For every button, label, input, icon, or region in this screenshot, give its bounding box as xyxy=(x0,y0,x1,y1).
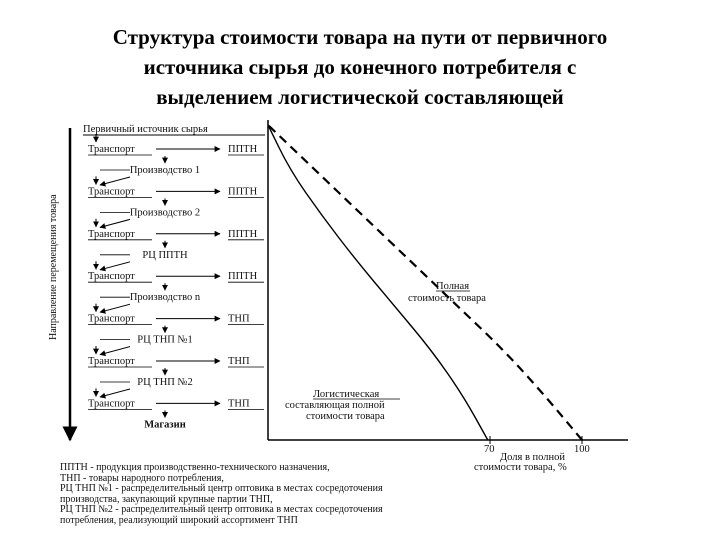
transport-label: Транспорт xyxy=(88,313,135,325)
abbreviations-legend xyxy=(60,463,580,526)
transport-label: Транспорт xyxy=(88,271,135,283)
legend-line-4: производства, закупающий крупные партии ТНП, xyxy=(60,493,273,505)
stage-node-label: РЦ ППТН xyxy=(142,249,188,261)
transport-label: Транспорт xyxy=(88,186,135,198)
legend-line-5: РЦ ТНП №2 - распределительный центр оптовика в местах сосредоточения xyxy=(60,504,383,515)
legend-line-2: ТНП - товары народного потребления, xyxy=(60,472,224,484)
stage-node-label: Производство 1 xyxy=(129,165,201,176)
flow-arrow-back xyxy=(100,219,130,227)
product-type-label: ППТН xyxy=(228,186,258,198)
logistics-label-2: составляющая полной xyxy=(285,400,385,411)
flow-arrow-back xyxy=(100,262,130,270)
logistics-label-3: стоимости товара xyxy=(306,411,385,422)
title-line-2: источника сырья до конечного потребителя с xyxy=(143,55,577,79)
flow-arrow-back xyxy=(100,304,130,312)
transport-label: Транспорт xyxy=(88,356,135,367)
flow-stages xyxy=(88,134,264,430)
flow-top-label: Первичный источник сырья xyxy=(83,124,208,135)
flow-arrow-back xyxy=(100,347,130,355)
transport-label: Транспорт xyxy=(88,144,135,155)
product-type-label: ТНП xyxy=(228,356,250,367)
stage-node-label: РЦ ТНП №2 xyxy=(137,377,193,388)
legend-line-1: ППТН - продукция производственно-технического назначения, xyxy=(60,462,330,473)
transport-label: Транспорт xyxy=(88,398,135,410)
product-type-label: ТНП xyxy=(228,398,250,410)
product-type-label: ППТН xyxy=(228,228,258,240)
product-type-label: ТНП xyxy=(228,313,250,325)
title-line-1: Структура стоимости товара на пути от первичного xyxy=(112,25,608,49)
product-type-label: ППТН xyxy=(228,144,258,155)
tick-70-label: 70 xyxy=(484,444,495,455)
flow-arrow-back xyxy=(100,177,130,185)
stage-node-label: Производство n xyxy=(129,292,201,304)
x-axis-label-2: стоимости товара, % xyxy=(474,462,567,473)
direction-label: Направление перемещения товара xyxy=(48,194,59,340)
total-cost-label-1: Полная xyxy=(436,281,470,292)
logistics-label-1: Логистическая xyxy=(313,389,380,400)
x-axis-label-1: Доля в полной xyxy=(500,452,566,463)
stage-node-label: Магазин xyxy=(144,419,186,431)
total-cost-label-2: стоимость товара xyxy=(408,293,486,304)
flow-arrow-back xyxy=(100,389,130,397)
legend-line-6: потребления, реализующий широкий ассортимент ТНП xyxy=(60,514,298,526)
stage-node-label: Производство 2 xyxy=(129,207,201,219)
stage-node-label: РЦ ТНП №1 xyxy=(137,334,193,346)
product-type-label: ППТН xyxy=(228,271,258,283)
tick-100-label: 100 xyxy=(574,444,590,455)
title-line-3: выделением логистической составляющей xyxy=(156,85,564,109)
legend-line-3: РЦ ТНП №1 - распределительный центр оптовика в местах сосредоточения xyxy=(60,483,383,494)
transport-label: Транспорт xyxy=(88,228,135,240)
